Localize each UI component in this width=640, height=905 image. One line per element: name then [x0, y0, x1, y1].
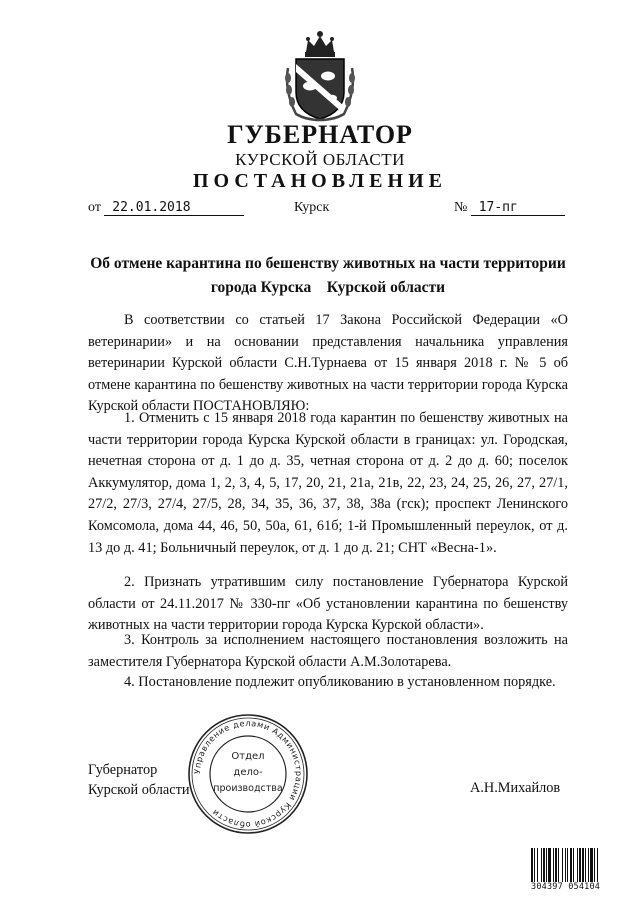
number-line	[454, 200, 565, 216]
preamble-paragraph: В соответствии со статьей 17 Закона Российской Федерации «О ветеринарии» и на основании представления начальника управления ветеринарии Курской области С.Н.Турнаева от 15 января 2018 г. № 5 об отмене карантина по бешенству животных на части территории города Курска Курской области ПОСТАНОВЛЯЮ:	[88, 312, 568, 415]
clause-4: 4. Постановление подлежит опубликованию в установленном порядке.	[124, 674, 556, 690]
date-line	[88, 200, 244, 216]
document-subject	[88, 252, 568, 300]
document-type: ПОСТАНОВЛЕНИЕ	[193, 170, 447, 192]
subject-line-2: города Курска Курской области	[210, 279, 446, 296]
date-prefix: от	[88, 200, 101, 215]
region-name: КУРСКОЙ ОБЛАСТИ	[235, 150, 405, 169]
stamp-center-line-1: Отдел	[231, 751, 265, 762]
stamp-center-line-2: дело-	[233, 767, 263, 778]
document-title: ГУБЕРНАТОР	[227, 120, 413, 149]
city-name: Курск	[294, 200, 330, 215]
stamp-ring-text: Управление делами Администрации Курской области	[191, 717, 305, 831]
clause-3: 3. Контроль за исполнением настоящего постановления возложить на заместителя Губернатора Курской области А.М.Золотарева.	[88, 632, 568, 670]
coat-of-arms-icon	[282, 28, 358, 122]
number-value: 17-пг	[471, 201, 565, 216]
date-value: 22.01.2018	[104, 201, 244, 216]
barcode-number: 304397 054104	[531, 882, 627, 892]
clause-2: 2. Признать утратившим силу постановление Губернатора Курской области от 24.11.2017 № 330-пг «Об установлении карантина по бешенству животных на части территории города Курска Курской области».	[88, 574, 568, 634]
signatory-name: А.Н.Михайлов	[470, 780, 561, 796]
stamp-center-line-3: производства	[213, 783, 283, 794]
number-prefix: №	[454, 200, 468, 215]
subject-line-1: Об отмене карантина по бешенству животных на части территории	[90, 255, 566, 272]
signatory-position: Губернатор Курской области	[88, 762, 190, 798]
clause-1: 1. Отменить с 15 января 2018 года карантин по бешенству животных на части территории города Курска Курской области в границах: ул. Городская, нечетная сторона от д. 1 до д. 35, четная сторона от д. 2 до д. 60; поселок Аккумулятор, дома 1, 2, 3, 4, 5, 17, 20, 21, 21а, 21в, 22, 23, 24, 25, 26, 27, 27/1, 27/2, 27/3, 27/4, 27/5, 28, 34, 35, 36, 37, 38, 38а (гск); проспект Ленинского Комсомола, дома 44, 46, 50, 50а, 61, 61б; 1-й Промышленный переулок, от д. 13 до д. 41; Больничный переулок, от д. 1 до д. 21; СНТ «Весна-1».	[88, 410, 568, 556]
office-stamp-icon	[186, 712, 310, 836]
